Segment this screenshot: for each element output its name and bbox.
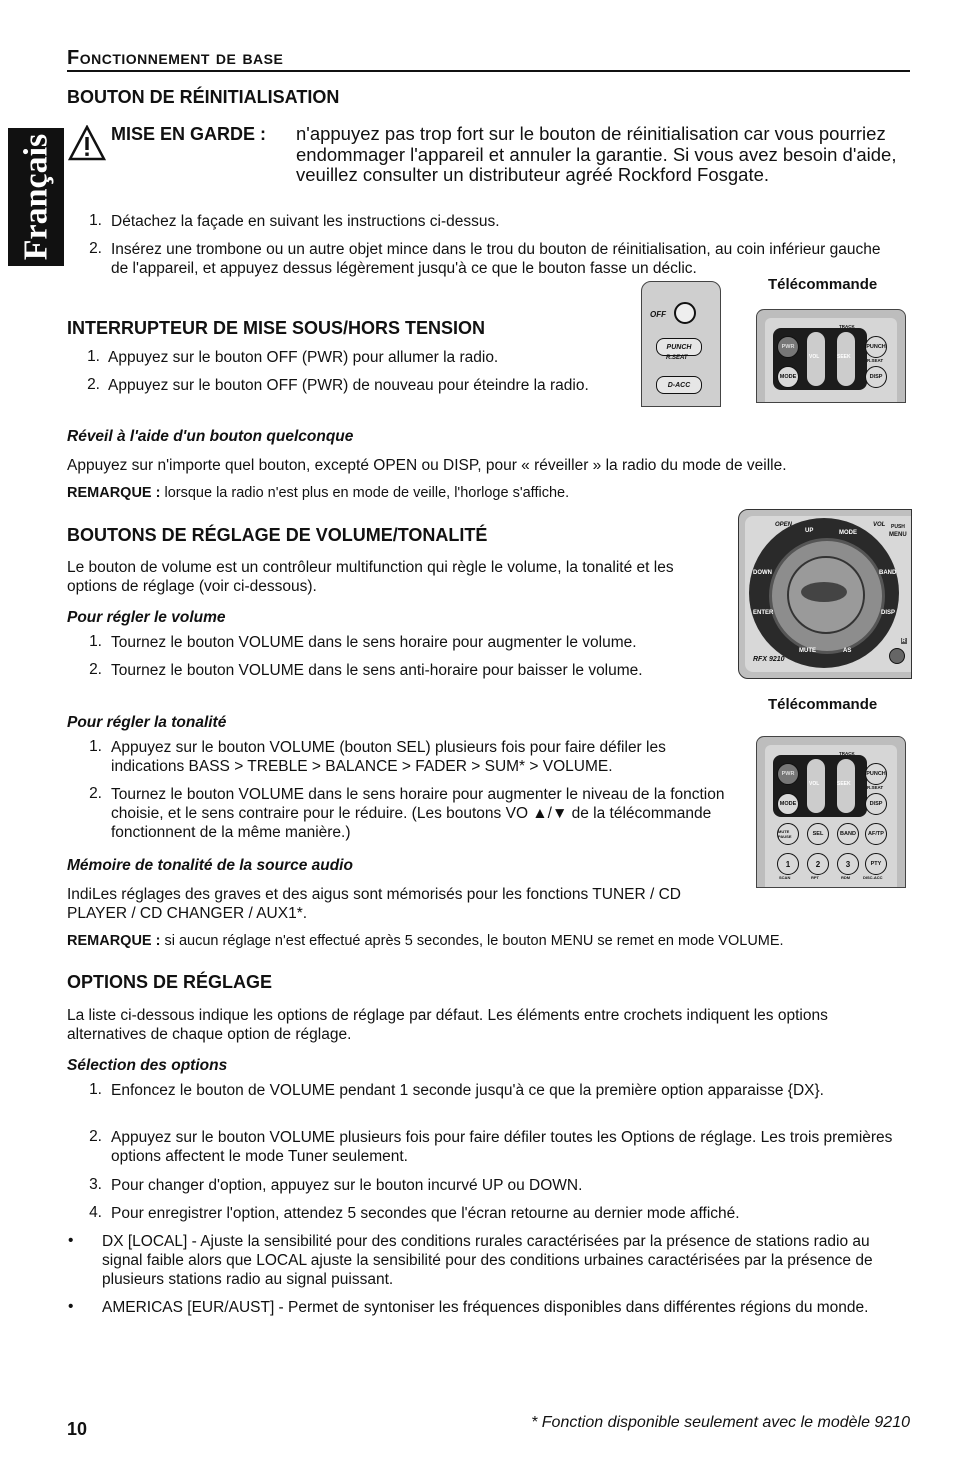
remote-label-2: Télécommande (768, 696, 878, 713)
preset-3-button: 3 (837, 853, 859, 875)
off-label: OFF (650, 310, 666, 319)
bullet-icon: • (68, 1232, 74, 1249)
disp-button: DISP (865, 366, 887, 388)
option-step-2: Appuyez sur le bouton VOLUME plusieurs fois pour faire défiler toutes les Options de réglage. Les trois premières options affectent le mode Tuner seulement. (111, 1129, 893, 1165)
punch-button: PUNCH (656, 338, 702, 356)
list-number: 3. (89, 1176, 102, 1193)
wake-text: Appuyez sur n'importe quel bouton, excepté OPEN ou DISP, pour « réveiller » la radio du mode de veille. (67, 457, 787, 474)
list-number: 1. (89, 738, 102, 755)
language-tab-label: Français (17, 133, 55, 261)
list-number: 2. (89, 661, 102, 678)
power-icon (674, 302, 696, 324)
list-number: 1. (89, 1081, 102, 1098)
remote-image-1: PWR VOL TRACK SEEK PUNCH R.SEAT MODE DISP (756, 309, 906, 403)
wake-title: Réveil à l'aide d'un bouton quelconque (67, 428, 354, 445)
punch-button: PUNCH (865, 763, 887, 785)
rseat-label: R.SEAT (666, 355, 688, 361)
volume-heading: BOUTONS DE RÉGLAGE DE VOLUME/TONALITÉ (67, 525, 488, 545)
option-step-3: Pour changer d'option, appuyez sur le bouton incurvé UP ou DOWN. (111, 1177, 583, 1194)
vol-step-2: Tournez le bouton VOLUME dans le sens anti-horaire pour baisser le volume. (111, 662, 643, 679)
band-button: BAND (837, 823, 859, 845)
list-number: 4. (89, 1204, 102, 1221)
tone-step-2: Tournez le bouton VOLUME dans le sens horaire pour augmenter le niveau de la fonction choisie, et le sens contraire pour le réduire. (Les boutons VO ▲/▼ de la télécommande fonctionnent de la même manière.) (111, 786, 725, 841)
pwr-button: PWR (777, 763, 799, 785)
remote-image-2: PWR VOL TRACK SEEK PUNCH R.SEAT MODE DISP MUTE PAUSE SEL BAND AF/TP 1 2 3 PTY SCAN RPT RDM DISC-ACC (756, 736, 906, 888)
dacc-button: D-ACC (656, 376, 702, 394)
options-intro: La liste ci-dessous indique les options de réglage par défaut. Les éléments entre crochets indiquent les options alternatives de chaque option de réglage. (67, 1007, 828, 1043)
vol-step-1: Tournez le bouton VOLUME dans le sens horaire pour augmenter le volume. (111, 634, 637, 651)
disp-button: DISP (865, 793, 887, 815)
memory-text: IndiLes réglages des graves et des aigus sont mémorisés pour les fonctions TUNER / CD PLAYER / CD CHANGER / AUX1*. (67, 886, 681, 922)
page-number: 10 (67, 1419, 88, 1439)
aftp-button: AF/TP (865, 823, 887, 845)
list-number: 2. (89, 785, 102, 802)
bullet-icon: • (68, 1298, 74, 1315)
reset-step-2: Insérez une trombone ou un autre objet mince dans le trou du bouton de réinitialisation, au coin inférieur gauche de l'appareil, et appuyez dessus légèrement jusqu'à ce que le bouton fasse un déclic. (111, 241, 881, 277)
option-bullet-1: DX [LOCAL] - Ajuste la sensibilité pour des conditions rurales caractérisées par la présence de stations radio au signal faible alors que LOCAL ajuste la sensibilité pour des conditions urbaines caractérisées par la présence de plusieurs stations radio au signal puissant. (102, 1233, 873, 1288)
power-note: REMARQUE : lorsque la radio n'est plus en mode de veille, l'horloge s'affiche. (67, 485, 570, 501)
vol-title: Pour régler le volume (67, 609, 226, 626)
mute-button: MUTE PAUSE (777, 823, 799, 845)
caution-text: n'appuyez pas trop fort sur le bouton de réinitialisation car vous pourriez endommager l'appareil et annuler la garantie. Si vous avez besoin d'aide, veuillez consulter un distributeur agréé Rockford Fosgate. (296, 123, 897, 185)
list-number: 1. (89, 212, 102, 229)
caution-icon (68, 125, 106, 161)
footnote: * Fonction disponible seulement avec le modèle 9210 (531, 1414, 910, 1431)
list-number: 2. (89, 1128, 102, 1145)
language-tab (8, 128, 64, 266)
list-number: 1. (87, 348, 100, 365)
tone-title: Pour régler la tonalité (67, 714, 227, 731)
power-step-1: Appuyez sur le bouton OFF (PWR) pour allumer la radio. (108, 349, 499, 366)
options-heading: OPTIONS DE RÉGLAGE (67, 972, 273, 992)
reset-step-1: Détachez la façade en suivant les instructions ci-dessus. (111, 213, 500, 230)
preset-1-button: 1 (777, 853, 799, 875)
caution-label: MISE EN GARDE : (111, 124, 267, 144)
list-number: 1. (89, 633, 102, 650)
faceplate-buttons-image (641, 281, 721, 407)
remote-label-1: Télécommande (768, 276, 878, 293)
volume-intro: Le bouton de volume est un contrôleur multifunction qui règle le volume, la tonalité et les options de réglage (voir ci-dessous). (67, 559, 674, 595)
pty-button: PTY (865, 853, 887, 875)
sel-button: SEL (807, 823, 829, 845)
option-step-4: Pour enregistrer l'option, attendez 5 secondes que l'écran retourne au dernier mode affiché. (111, 1205, 740, 1222)
list-number: 2. (87, 376, 100, 393)
section-title: Fonctionnement de base (67, 46, 910, 72)
mode-button: MODE (777, 366, 799, 388)
preset-2-button: 2 (807, 853, 829, 875)
power-step-2: Appuyez sur le bouton OFF (PWR) de nouveau pour éteindre la radio. (108, 377, 589, 394)
reset-heading: BOUTON DE RÉINITIALISATION (67, 87, 340, 107)
option-bullet-2: AMERICAS [EUR/AUST] - Permet de syntoniser les fréquences disponibles dans différentes régions du monde. (102, 1299, 869, 1316)
option-step-1: Enfoncez le bouton de VOLUME pendant 1 seconde jusqu'à ce que la première option apparaisse {DX}. (111, 1082, 824, 1099)
volume-note: REMARQUE : si aucun réglage n'est effectué après 5 secondes, le bouton MENU se remet en mode VOLUME. (67, 933, 784, 949)
power-heading: INTERRUPTEUR DE MISE SOUS/HORS TENSION (67, 318, 486, 338)
select-title: Sélection des options (67, 1057, 228, 1074)
mode-button: MODE (777, 793, 799, 815)
pwr-button: PWR (777, 336, 799, 358)
volume-knob-image: OPEN UP MODE VOL PUSH MENU DOWN BAND ENTER DISP MUTE AS RFX 9210 R (738, 509, 912, 679)
tone-step-1: Appuyez sur le bouton VOLUME (bouton SEL) plusieurs fois pour faire défiler les indications BASS > TREBLE > BALANCE > FADER > SUM* > VOLUME. (111, 739, 666, 775)
punch-button: PUNCH (865, 336, 887, 358)
memory-title: Mémoire de tonalité de la source audio (67, 857, 353, 874)
list-number: 2. (89, 240, 102, 257)
